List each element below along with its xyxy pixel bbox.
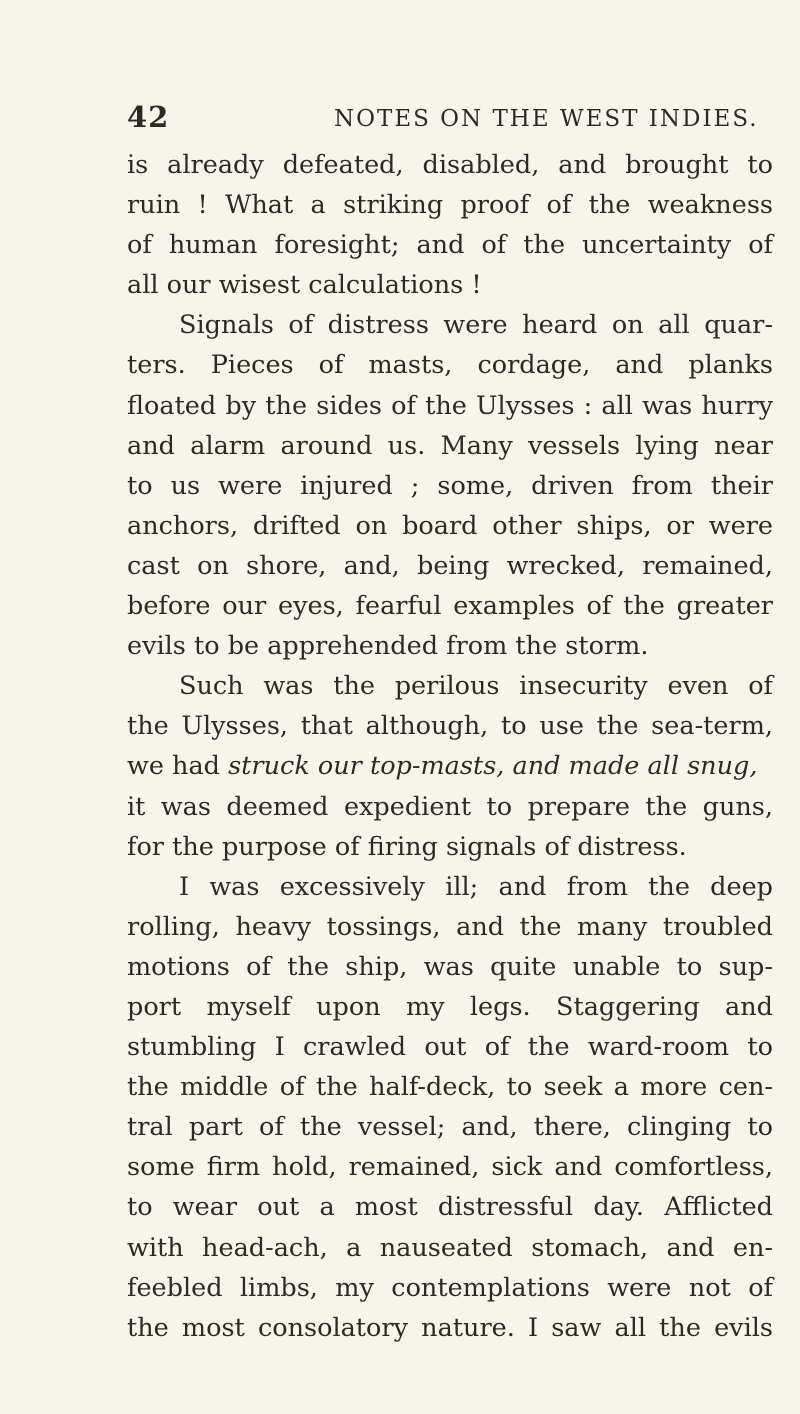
text-line: to us were injured ; some, driven from their [127,470,773,501]
text-line: tral part of the vessel; and, there, clinging to [127,1112,773,1143]
text-line: anchors, drifted on board other ships, or were [127,510,773,541]
text-line: rolling, heavy tossings, and the many troubled [127,911,773,942]
text-line: all our wisest calculations ! [127,270,482,301]
text-line: stumbling I crawled out of the ward-room to [127,1032,773,1063]
text-line: to wear out a most distressful day. Afflicted [127,1192,773,1223]
text-line: for the purpose of firing signals of distress. [127,831,687,862]
text-plain-part: we had [127,751,229,782]
text-italic-part: struck our top-masts, and made all snug, [228,751,758,782]
text-line: the middle of the half-deck, to seek a more cen- [127,1072,773,1103]
text-line: evils to be apprehended from the storm. [127,631,649,662]
text-line: motions of the ship, was quite unable to sup- [127,951,773,982]
body-text [127,145,773,1348]
text-line: port myself upon my legs. Staggering and [127,991,773,1022]
text-line: it was deemed expedient to prepare the guns, [127,791,773,822]
text-line: before our eyes, fearful examples of the greater [127,591,773,622]
text-line-italic [127,746,773,786]
page-number: 42 [127,100,170,134]
paragraph-start-line: Such was the perilous insecurity even of [179,671,773,702]
page-header [127,100,767,140]
text-line: the Ulysses, that although, to use the sea-term, [127,711,773,742]
text-line: and alarm around us. Many vessels lying near [127,430,773,461]
text-line: some firm hold, remained, sick and comfortless, [127,1152,773,1183]
paragraph-start-line: I was excessively ill; and from the deep [179,871,773,902]
text-line: the most consolatory nature. I saw all the evils [127,1312,773,1343]
text-line: floated by the sides of the Ulysses : all was hurry [127,390,773,421]
text-line: cast on shore, and, being wrecked, remained, [127,550,773,581]
text-line: is already defeated, disabled, and brought to [127,150,773,180]
text-line: with head-ach, a nauseated stomach, and en- [127,1232,773,1263]
paragraph-start-line: Signals of distress were heard on all quar- [179,310,773,341]
running-title: NOTES ON THE WEST INDIES. [334,106,759,132]
text-line: of human foresight; and of the uncertainty of [127,230,773,261]
text-line: feebled limbs, my contemplations were not of [127,1272,773,1303]
text-line: ters. Pieces of masts, cordage, and planks [127,350,773,381]
text-line: ruin ! What a striking proof of the weakness [127,190,773,221]
